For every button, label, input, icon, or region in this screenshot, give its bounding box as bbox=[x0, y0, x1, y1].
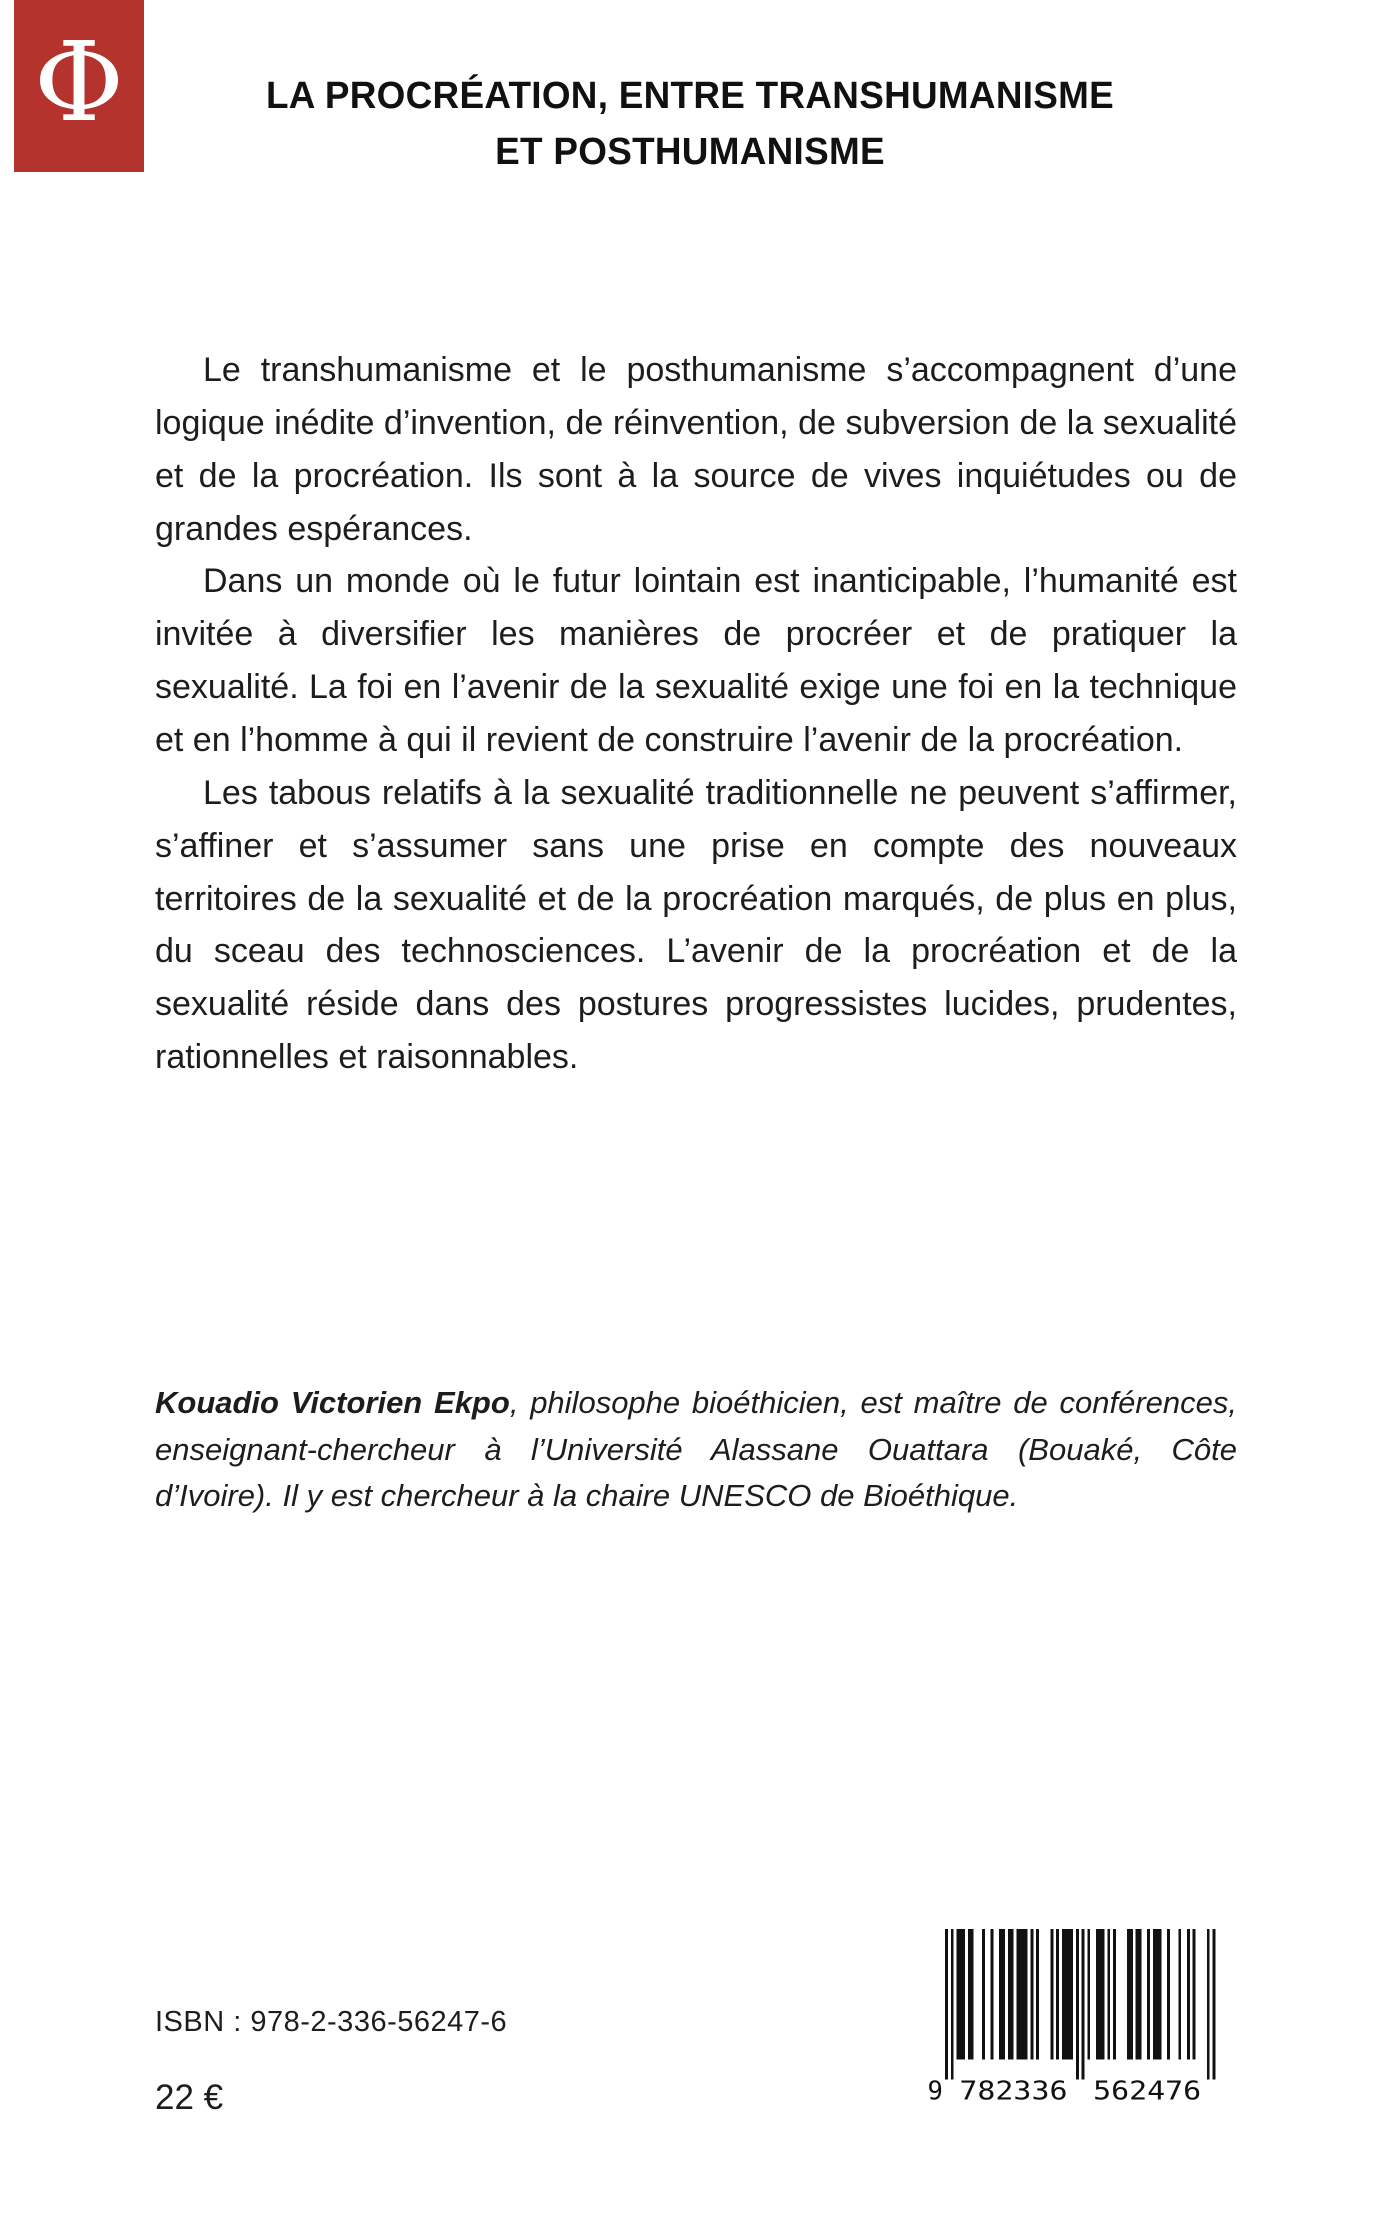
price-label: 22 € bbox=[155, 2078, 224, 2117]
author-bio-text: , philosophe bioéthicien, est maître de conférences, enseignant-chercheur à l’Université Alassane Ouattara (Bouaké, Côte d’Ivoire). Il y est chercheur à la chaire UNESCO de Bioéthique. bbox=[155, 1385, 1238, 1513]
title-line-2: ET POSTHUMANISME bbox=[495, 131, 885, 174]
svg-text:782336: 782336 bbox=[959, 2076, 1068, 2107]
svg-text:9: 9 bbox=[927, 2076, 943, 2107]
svg-text:562476: 562476 bbox=[1093, 2076, 1202, 2107]
phi-logo-icon: Φ bbox=[33, 18, 125, 146]
synopsis-text bbox=[155, 344, 1237, 1084]
synopsis-paragraph-2: Dans un monde où le futur lointain est inanticipable, l’humanité est invitée à diversifier les manières de procréer et de pratiquer la sexualité. La foi en l’avenir de la sexualité exige une foi en la technique et en l’homme à qui il revient de construire l’avenir de la procréation. bbox=[155, 562, 1237, 760]
publisher-logo bbox=[14, 0, 144, 172]
title-line-1: LA PROCRÉATION, ENTRE TRANSHUMANISME bbox=[265, 75, 1115, 117]
page-title bbox=[176, 68, 1204, 180]
synopsis-paragraph-3: Les tabous relatifs à la sexualité traditionnelle ne peuvent s’affirmer, s’affiner et s’assumer sans une prise en compte des nouveaux territoires de la sexualité et de la procréation marqués, de plus en plus, du sceau des technosciences. L’avenir de la procréation et de la sexualité réside dans des postures progressistes lucides, prudentes, rationnelles et raisonnables. bbox=[155, 773, 1237, 1077]
synopsis-paragraph-1: Le transhumanisme et le posthumanisme s’accompagnent d’une logique inédite d’invention, de réinvention, de subversion de la sexualité et de la procréation. Ils sont à la source de vives inquiétudes ou de grandes espérances. bbox=[155, 351, 1237, 548]
author-name: Kouadio Victorien Ekpo bbox=[155, 1385, 510, 1420]
isbn-barcode bbox=[915, 1926, 1237, 2108]
isbn-label: ISBN : 978-2-336-56247-6 bbox=[155, 2006, 508, 2038]
author-bio bbox=[155, 1380, 1237, 1520]
